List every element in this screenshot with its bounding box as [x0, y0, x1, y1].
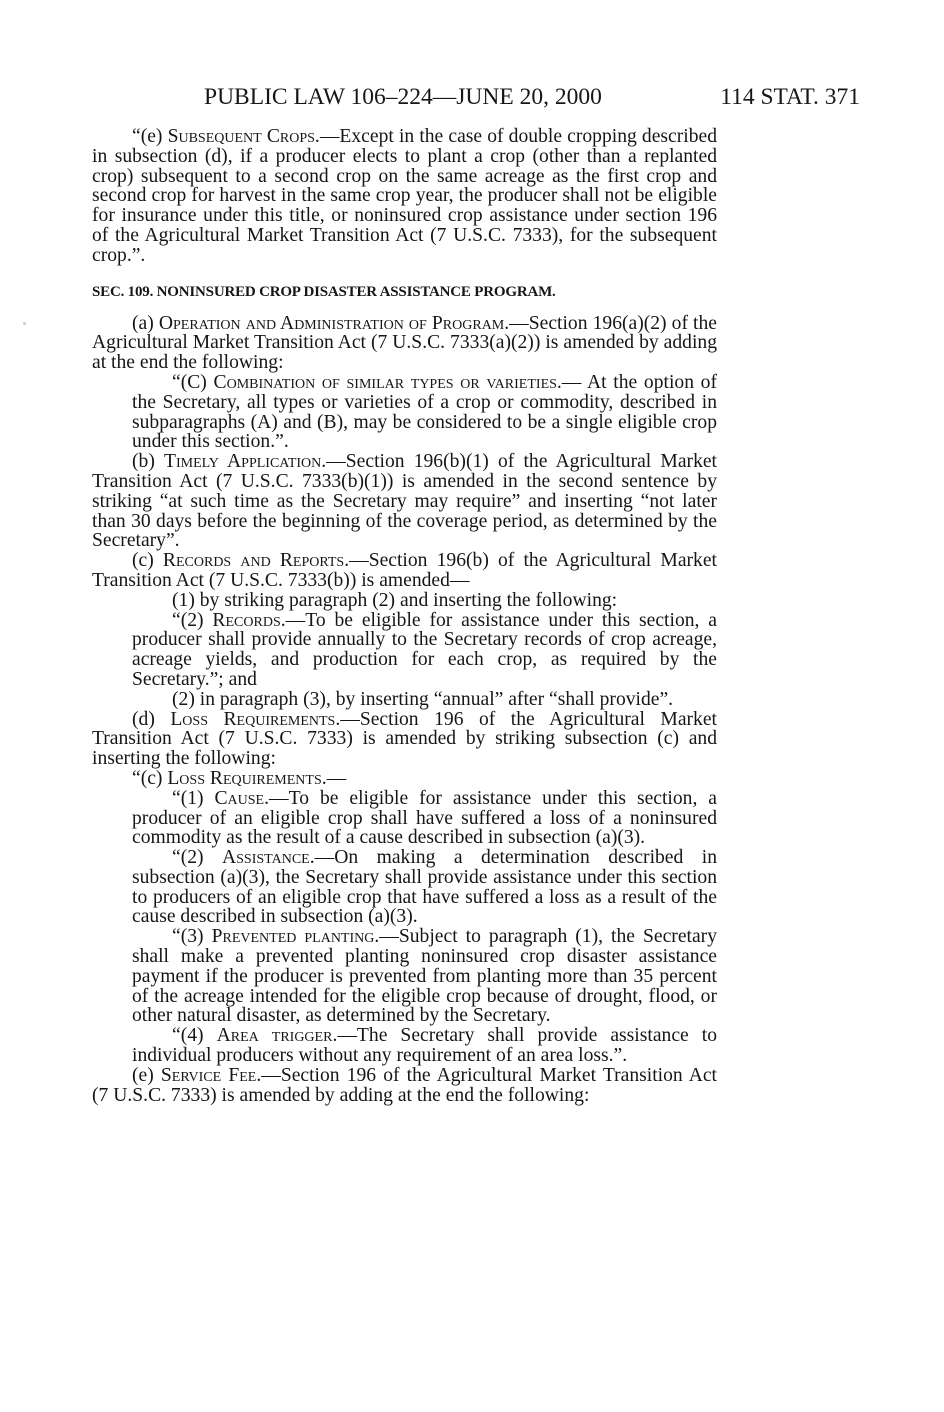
paragraph-striking-paragraph-2: (1) by striking paragraph (2) and inserting the following: — [172, 589, 618, 611]
header-page-ref: 114 STAT. 371 — [720, 84, 860, 110]
paragraph-service-fee: (e) Service Fee.—Section 196 of the Agricultural Market Transition Act (7 U.S.C. 7333) is amended by adding at the end the following: — [92, 1064, 717, 1106]
paragraph-heading: Operation and Administration of Program — [158, 312, 505, 334]
paragraph-operation-administration: (a) Operation and Administration of Program.—Section 196(a)(2) of the Agricultural Market Transition Act (7 U.S.C. 7333(a)(2)) is amended by adding at the end the following: — [92, 312, 717, 374]
paragraph-inserting-annual: (2) in paragraph (3), by inserting “annual” after “shall provide”. — [172, 688, 674, 710]
paragraph-assistance: “(2) Assistance.—On making a determination described in subsection (a)(3), the Secretary shall provide assistance under this section to producers of an eligible crop that have suffered a loss as a result of the cause described in subsection (a)(3). — [132, 847, 717, 928]
paragraph-heading: Timely Application — [164, 451, 322, 473]
section-heading: SEC. 109. NONINSURED CROP DISASTER ASSISTANCE PROGRAM. — [92, 283, 556, 300]
paragraph-heading: Loss Requirements — [170, 708, 336, 730]
header-title: PUBLIC LAW 106–224—JUNE 20, 2000 — [204, 84, 602, 110]
paragraph-heading: Records and Reports — [162, 550, 345, 572]
paragraph-records: “(2) Records.—To be eligible for assistance under this section, a producer shall provide annually to the Secretary records of crop acreage, acreage yields, and production for each crop, as required by the Secretary.”; and — [132, 609, 717, 690]
scan-speck — [23, 322, 26, 325]
paragraph-heading: Subsequent Crops — [167, 126, 315, 147]
paragraph-timely-application: (b) Timely Application.—Section 196(b)(1) of the Agricultural Market Transition Act (7 U.S.C. 7333(b)(1)) is amended in the second sentence by striking “at such time as the Secretary may require” and inserting “not later than 30 days before the beginning of the coverage period, as determined by the Secretary”. — [92, 451, 717, 552]
paragraph-heading: Prevented planting — [211, 926, 375, 948]
paragraph-heading: Cause — [214, 787, 265, 809]
paragraph-records-and-reports: (c) Records and Reports.—Section 196(b) of the Agricultural Market Transition Act (7 U.S.C. 7333(b)) is amended— — [92, 550, 717, 591]
paragraph-heading: Combination of similar types or varieties — [213, 371, 557, 393]
paragraph-area-trigger: “(4) Area trigger.—The Secretary shall provide assistance to individual producers without any requirement of an area loss.”. — [132, 1025, 717, 1067]
paragraph-combination-similar-types: “(C) Combination of similar types or varieties.— At the option of the Secretary, all types or varieties of a crop or commodity, described in subparagraphs (A) and (B), may be considered to be a single eligible crop under this section.”. — [132, 371, 718, 453]
paragraph-cause: “(1) Cause.—To be eligible for assistance under this section, a producer of an eligible crop shall have suffered a loss of a noninsured commodity as the result of a cause described in subsection (a)(3). — [132, 787, 717, 849]
paragraph-heading: Loss Requirements — [167, 767, 322, 789]
paragraph-heading: Records — [212, 609, 281, 631]
paragraph-heading: Service Fee — [160, 1064, 257, 1086]
running-header — [92, 80, 860, 114]
paragraph-loss-requirements-heading: “(c) Loss Requirements.— — [132, 767, 347, 789]
document-body — [92, 127, 717, 1105]
paragraph-heading: Assistance — [222, 847, 310, 869]
paragraph-subsequent-crops: “(e) Subsequent Crops.—Except in the case of double cropping described in subsection (d), if a producer elects to plant a crop (other than a replanted crop) subsequent to a second crop on the same acreage as the first crop and second crop for harvest in the same crop year, the producer shall not be eligible for insurance under this title, or noninsured crop assistance under section 196 of the Agricultural Market Transition Act (7 U.S.C. 7333), for the subsequent crop.”. — [92, 126, 717, 266]
paragraph-heading: Area trigger — [216, 1025, 333, 1047]
paragraph-prevented-planting: “(3) Prevented planting.—Subject to paragraph (1), the Secretary shall make a prevented planting noninsured crop disaster assistance payment if the producer is prevented from planting more than 35 percent of the acreage intended for the eligible crop because of drought, flood, or other natural disaster, as determined by the Secretary. — [132, 926, 717, 1027]
paragraph-loss-requirements: (d) Loss Requirements.—Section 196 of the Agricultural Market Transition Act (7 U.S.C. 7333) is amended by striking subsection (c) and inserting the following: — [92, 708, 717, 770]
